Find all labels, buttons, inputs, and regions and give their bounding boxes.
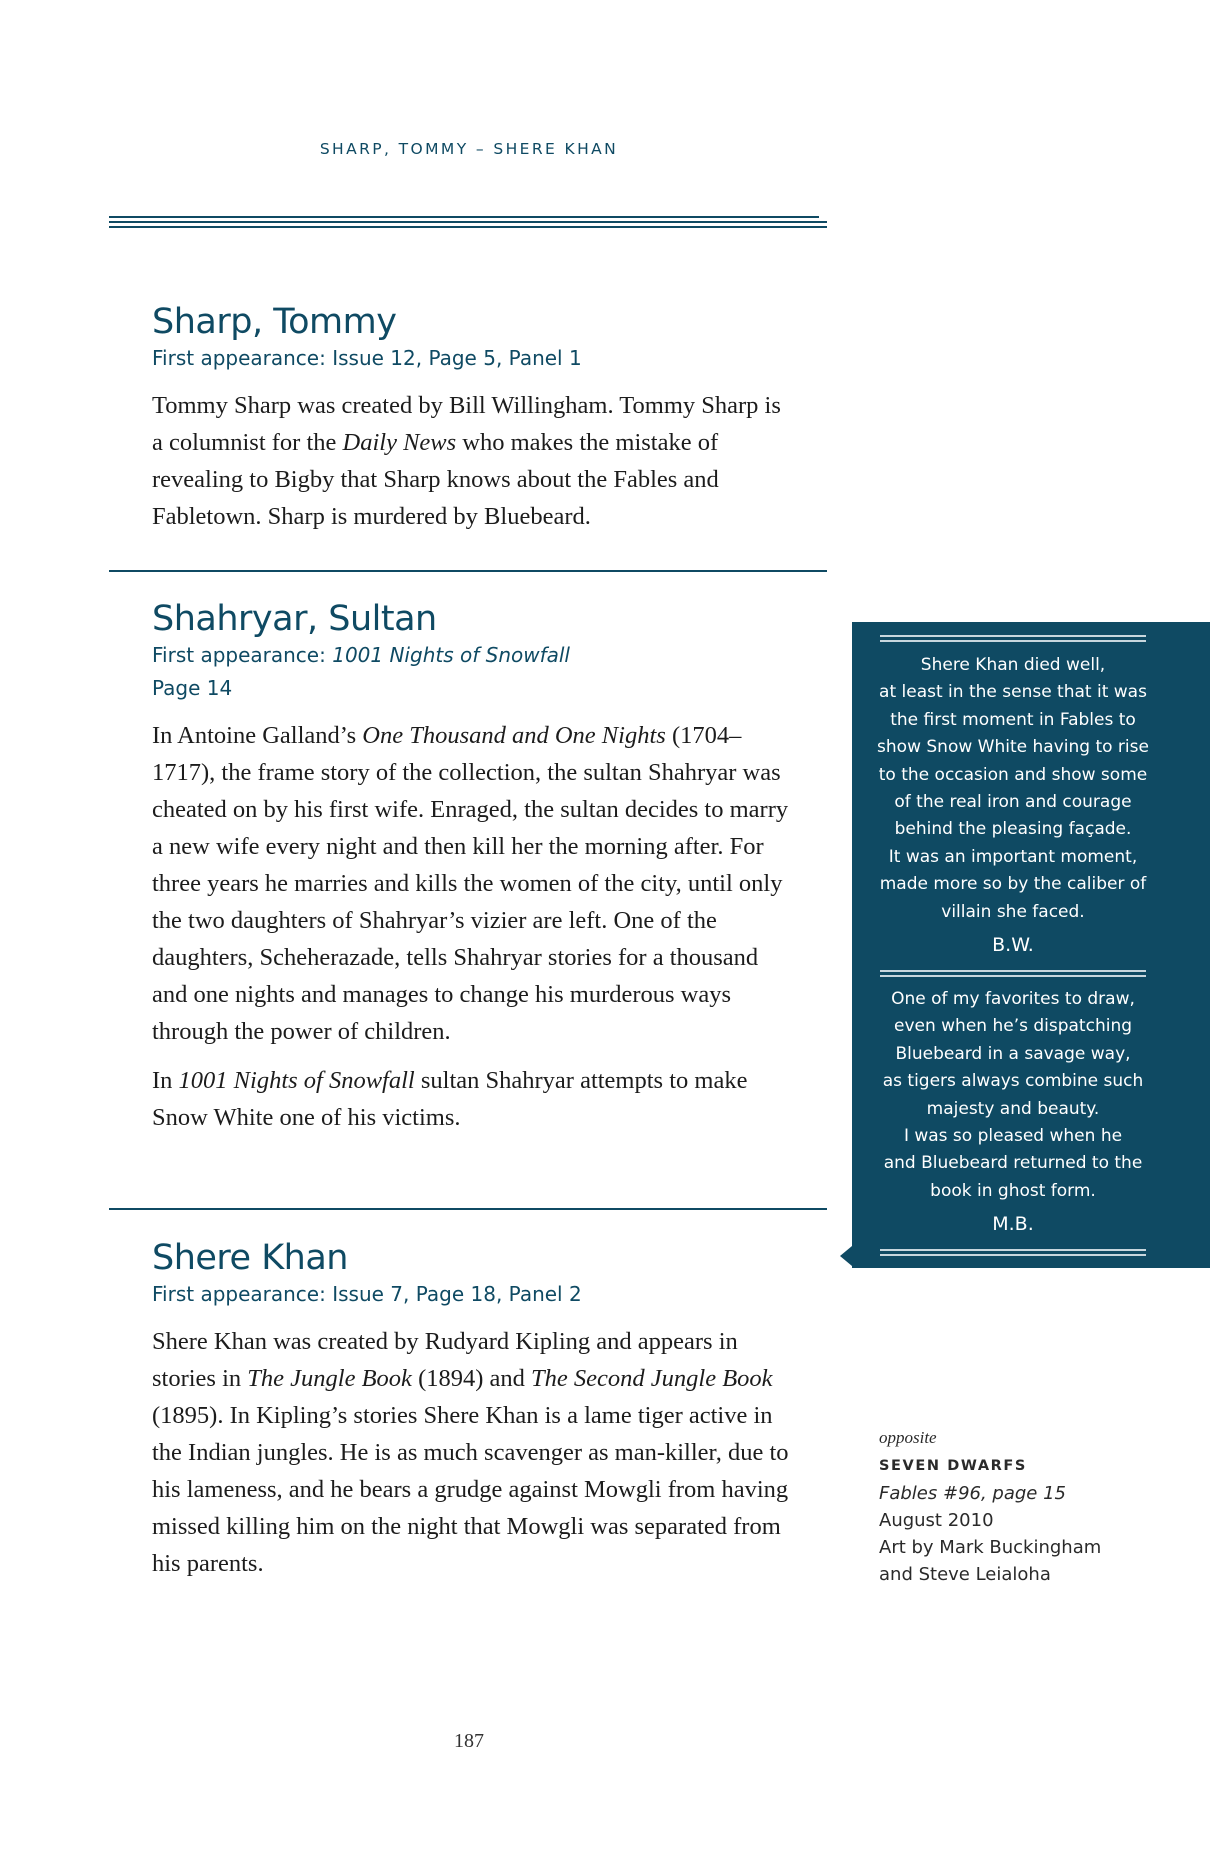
first-appearance-page: Page 14 <box>152 676 233 700</box>
quote-signature: B.W. <box>992 934 1034 957</box>
header-rule <box>109 216 827 230</box>
first-appearance: First appearance: Issue 7, Page 18, Panel 2 <box>152 1282 582 1306</box>
caption-title: SEVEN DWARFS <box>879 1458 1027 1474</box>
caption-label: opposite <box>879 1428 937 1447</box>
entry-body: Tommy Sharp was created by Bill Willingham. Tommy Sharp is a columnist for the Daily News who makes the mistake of revealing to Bigby that Sharp knows about the Fables and Fabletown. Sharp is murdered by Bluebeard. <box>152 392 781 530</box>
running-head: SHARP, TOMMY – SHERE KHAN <box>319 140 619 158</box>
sidebar-rule <box>880 1249 1146 1257</box>
sidebar-pointer <box>840 1246 852 1266</box>
quote-signature: M.B. <box>992 1213 1034 1236</box>
image-caption <box>879 1424 1199 1588</box>
quote-bw: Shere Khan died well, at least in the sense that it was the first moment in Fables to show Snow White having to rise to the occasion and show some of the real iron and courage behind the pleasing façade. It was an important moment, made more so by the caliber of villain she faced. B.W. <box>870 652 1156 959</box>
sidebar-rule <box>880 970 1146 978</box>
sidebar-rule <box>880 635 1146 643</box>
entry-body: Shere Khan was created by Rudyard Kipling and appears in stories in The Jungle Book (1894) and The Second Jungle Book (1895). In Kipling’s stories Shere Khan is a lame tiger active in the Indian jungles. He is as much scavenger as man-killer, due to his lameness, and he bears a grudge against Mowgli from having missed killing him on the night that Mowgli was separated from his parents. <box>152 1328 789 1577</box>
caption-issue: Fables #96, page 15 <box>879 1483 1066 1504</box>
entry-title: Shahryar, Sultan <box>152 599 437 639</box>
entry-divider <box>109 570 827 572</box>
entry-shere-khan <box>152 1238 792 1582</box>
page-number: 187 <box>454 1730 484 1752</box>
quote-sidebar <box>852 622 1210 1268</box>
entry-body: In Antoine Galland’s One Thousand and One Nights (1704–1717), the frame story of the collection, the sultan Shahryar was cheated on by his first wife. Enraged, the sultan decides to marry a new wife every night and then kill her the morning after. For three years he marries and kills the women of the city, until only the two daughters of Shahryar’s vizier are left. One of the daughters, Scheherazade, tells Shahryar stories for a thousand and one nights and manages to change his murderous ways through the power of children. <box>152 722 789 1045</box>
entry-sharp-tommy <box>152 302 792 535</box>
caption-date: August 2010 <box>879 1510 994 1531</box>
entry-title: Sharp, Tommy <box>152 302 397 342</box>
entry-title: Shere Khan <box>152 1238 348 1278</box>
first-appearance: First appearance: Issue 12, Page 5, Panel 1 <box>152 346 582 370</box>
entry-divider <box>109 1208 827 1210</box>
first-appearance: First appearance: 1001 Nights of Snowfall <box>152 643 570 667</box>
caption-credit: Art by Mark Buckingham <box>879 1537 1102 1558</box>
caption-credit-2: and Steve Leialoha <box>879 1564 1051 1585</box>
entry-body-2: In 1001 Nights of Snowfall sultan Shahryar attempts to make Snow White one of his victims. <box>152 1067 748 1131</box>
quote-mb: One of my favorites to draw, even when he’s dispatching Bluebeard in a savage way, as tigers always combine such majesty and beauty. I was so pleased when he and Bluebeard returned to the book in ghost form. M.B. <box>870 986 1156 1239</box>
entry-shahryar-sultan <box>152 599 792 1136</box>
